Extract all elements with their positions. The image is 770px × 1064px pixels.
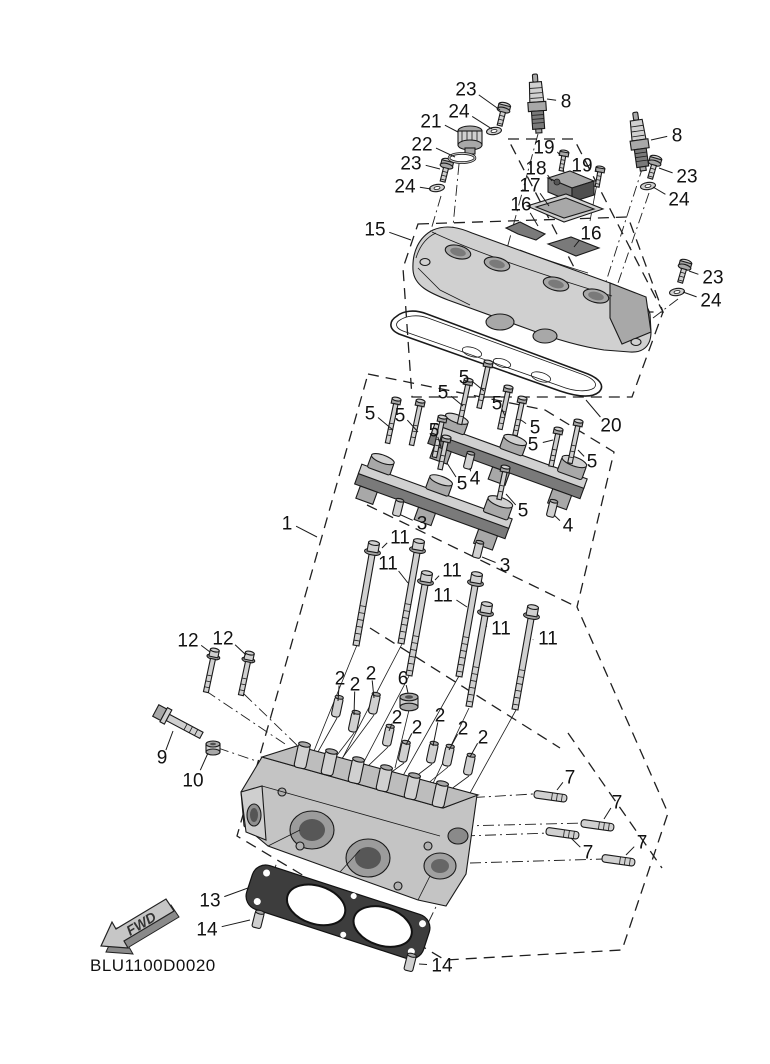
callout-label-8: 8 xyxy=(671,125,683,147)
seal-washer xyxy=(429,183,445,192)
callout-leader-line xyxy=(426,165,440,169)
callout-label-13: 13 xyxy=(199,890,221,912)
callout-label-24: 24 xyxy=(448,101,470,123)
o-ring xyxy=(449,153,475,162)
callout-label-5: 5 xyxy=(456,473,468,495)
spark-plug xyxy=(526,73,548,133)
callout-label-4: 4 xyxy=(469,468,481,490)
valve-cover xyxy=(413,227,651,352)
callout-label-2: 2 xyxy=(365,663,377,685)
seal-washer xyxy=(486,126,502,135)
seal-washer xyxy=(640,181,656,190)
callout-leader-line xyxy=(382,543,387,548)
dowel-pin xyxy=(252,909,265,928)
callout-label-2: 2 xyxy=(349,674,361,696)
joint-nut xyxy=(206,741,220,755)
callout-label-2: 2 xyxy=(391,707,403,729)
callout-leader-line xyxy=(296,526,317,537)
callout-label-5: 5 xyxy=(517,500,529,522)
callout-label-8: 8 xyxy=(560,91,572,113)
callout-leader-line xyxy=(653,187,665,194)
callout-leader-line xyxy=(626,847,634,855)
callout-label-14: 14 xyxy=(431,955,453,977)
callout-label-5: 5 xyxy=(437,382,449,404)
callout-leader-line xyxy=(401,515,413,520)
callout-label-5: 5 xyxy=(586,451,598,473)
callout-label-7: 7 xyxy=(582,842,594,864)
callout-label-21: 21 xyxy=(420,111,442,133)
callout-label-2: 2 xyxy=(334,668,346,690)
callout-label-6: 6 xyxy=(397,668,409,690)
callout-label-19: 19 xyxy=(533,137,555,159)
cover-bolt xyxy=(493,101,511,127)
callout-leader-line xyxy=(586,400,600,417)
callout-leader-line xyxy=(200,753,208,770)
callout-label-11: 11 xyxy=(390,527,410,549)
callout-label-2: 2 xyxy=(477,727,489,749)
callout-leader-line xyxy=(451,396,463,406)
joint-bolt xyxy=(152,703,205,742)
callout-label-11: 11 xyxy=(491,618,511,640)
callout-leader-line xyxy=(436,148,455,157)
side-bolt xyxy=(235,650,257,697)
callout-label-20: 20 xyxy=(600,415,622,437)
callout-label-11: 11 xyxy=(442,560,462,582)
callout-leader-line xyxy=(447,463,456,477)
callout-label-9: 9 xyxy=(156,747,168,769)
callout-label-23: 23 xyxy=(455,79,477,101)
fwd-label: FWD xyxy=(123,908,159,939)
callout-label-5: 5 xyxy=(491,393,503,415)
breather-reed xyxy=(506,222,545,240)
callout-leader-line xyxy=(689,271,698,274)
callout-leader-line xyxy=(543,440,553,443)
callout-leader-line xyxy=(435,576,439,580)
oil-filler-cap xyxy=(458,126,482,154)
callout-label-24: 24 xyxy=(668,189,690,211)
callout-label-19: 19 xyxy=(571,155,593,177)
callout-label-12: 12 xyxy=(177,630,199,652)
callout-label-5: 5 xyxy=(458,367,470,389)
callout-leader-line xyxy=(235,645,246,655)
side-bolt xyxy=(200,647,222,694)
callout-label-18: 18 xyxy=(525,158,547,180)
callout-leader-line xyxy=(419,964,427,965)
callout-leader-line xyxy=(201,645,210,652)
callout-label-5: 5 xyxy=(527,434,539,456)
callout-label-7: 7 xyxy=(564,767,576,789)
callout-leader-line xyxy=(659,168,673,173)
callout-label-5: 5 xyxy=(529,417,541,439)
callout-leader-line xyxy=(521,420,526,424)
callout-leader-line xyxy=(456,600,467,607)
seal-washer xyxy=(669,287,685,296)
callout-leader-line xyxy=(554,515,560,521)
callout-label-3: 3 xyxy=(416,513,428,535)
callout-label-3: 3 xyxy=(499,555,511,577)
callout-label-5: 5 xyxy=(364,403,376,425)
callout-label-1: 1 xyxy=(281,513,293,535)
callout-label-24: 24 xyxy=(394,176,416,198)
callout-leader-line xyxy=(445,125,458,132)
callout-label-7: 7 xyxy=(611,792,623,814)
callout-label-14: 14 xyxy=(196,919,218,941)
callout-label-12: 12 xyxy=(212,628,234,650)
callout-label-23: 23 xyxy=(676,166,698,188)
callout-label-23: 23 xyxy=(702,267,724,289)
callout-leader-line xyxy=(578,450,584,456)
dowel-pin xyxy=(392,498,404,517)
callout-label-24: 24 xyxy=(700,290,722,312)
diagram-code: BLU1100D0020 xyxy=(90,956,216,975)
callout-label-16: 16 xyxy=(510,194,532,216)
callout-leader-line xyxy=(604,808,611,819)
callout-label-2: 2 xyxy=(411,717,423,739)
callout-leader-line xyxy=(224,888,248,897)
callout-label-4: 4 xyxy=(562,515,574,537)
callout-label-16: 16 xyxy=(580,223,602,245)
callout-leader-line xyxy=(557,782,563,790)
cap-nut xyxy=(400,693,418,711)
callout-label-2: 2 xyxy=(434,705,446,727)
callout-label-11: 11 xyxy=(378,553,398,575)
callout-leader-line xyxy=(399,571,408,583)
callout-leader-line xyxy=(479,95,500,110)
callout-leader-line xyxy=(683,292,697,297)
callout-label-2: 2 xyxy=(457,718,469,740)
callout-leader-line xyxy=(389,232,411,240)
callout-label-15: 15 xyxy=(364,219,386,241)
callout-label-11: 11 xyxy=(538,628,558,650)
callout-label-17: 17 xyxy=(519,175,541,197)
callout-leader-line xyxy=(547,99,556,100)
callout-label-23: 23 xyxy=(400,153,422,175)
callout-leader-line xyxy=(222,920,250,927)
callout-label-10: 10 xyxy=(182,770,204,792)
callout-label-5: 5 xyxy=(428,420,440,442)
callout-label-7: 7 xyxy=(636,832,648,854)
callout-label-11: 11 xyxy=(433,585,453,607)
callout-label-5: 5 xyxy=(394,405,406,427)
callout-label-22: 22 xyxy=(411,134,433,156)
fwd-arrow-icon xyxy=(101,899,179,954)
callout-leader-line xyxy=(651,136,667,140)
